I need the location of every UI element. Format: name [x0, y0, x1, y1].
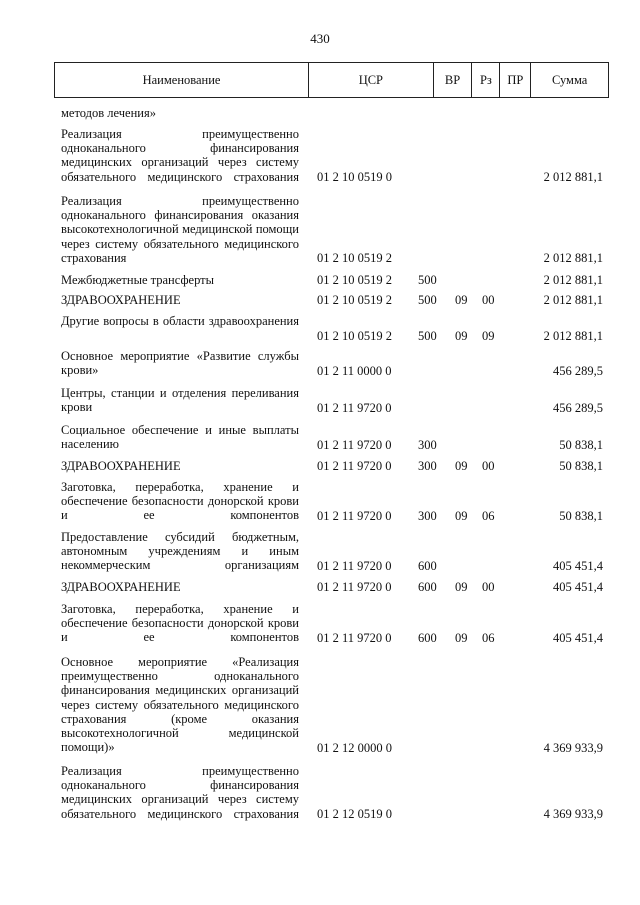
row-name: ЗДРАВООХРАНЕНИЕ: [61, 459, 181, 473]
row-csr: 01 2 10 0519 2: [317, 251, 392, 265]
row-csr: 01 2 11 9720 0: [317, 559, 392, 573]
row-rz: 09: [455, 293, 468, 307]
row-csr: 01 2 12 0000 0: [317, 741, 392, 755]
row-name: Заготовка, переработка, хранение и обеспечение безопасности донорской крови и ее компонентов: [61, 480, 299, 523]
row-sum: 50 838,1: [559, 438, 603, 452]
row-csr: 01 2 11 9720 0: [317, 438, 392, 452]
row-csr: 01 2 11 0000 0: [317, 364, 392, 378]
row-vr: 300: [418, 509, 437, 523]
header-sum: Сумма: [551, 72, 588, 87]
row-name: ЗДРАВООХРАНЕНИЕ: [61, 580, 181, 594]
row-sum: 4 369 933,9: [543, 741, 603, 755]
row-csr: 01 2 10 0519 2: [317, 329, 392, 343]
row-sum: 405 451,4: [553, 580, 603, 594]
row-vr: 600: [418, 631, 437, 645]
header-name: Наименование: [55, 63, 309, 97]
row-vr: 500: [418, 273, 437, 287]
row-rz: 09: [455, 509, 468, 523]
row-name: Реализация преимущественно одноканального финансирования медицинских организаций через систему обязательного медицинского страхования: [61, 127, 299, 184]
row-name: Реализация преимущественно одноканального финансирования медицинских организаций через систему обязательного медицинского страхования: [61, 764, 299, 821]
row-sum: 456 289,5: [553, 401, 603, 415]
row-csr: 01 2 11 9720 0: [317, 459, 392, 473]
row-vr: 500: [418, 293, 437, 307]
row-pr: 06: [482, 509, 495, 523]
row-name: Заготовка, переработка, хранение и обеспечение безопасности донорской крови и ее компонентов: [61, 602, 299, 645]
row-name: Центры, станции и отделения переливания крови: [61, 386, 299, 415]
row-pr: 09: [482, 329, 495, 343]
row-pr: 00: [482, 580, 495, 594]
row-csr: 01 2 11 9720 0: [317, 509, 392, 523]
header-pr: ПР: [500, 63, 531, 97]
row-name: Реализация преимущественно одноканального финансирования оказания высокотехнологичной медицинской помощи через систему обязательного медицинского страхования: [61, 194, 299, 265]
row-rz: 09: [455, 329, 468, 343]
header-csr: ЦСР: [309, 63, 434, 97]
row-pr: 00: [482, 293, 495, 307]
row-sum: 4 369 933,9: [543, 807, 603, 821]
row-csr: 01 2 12 0519 0: [317, 807, 392, 821]
row-name: Основное мероприятие «Реализация преимущественно одноканального финансирования медицинских организаций через систему обязательного медицинского страхования (кроме оказания высокотехнологичной медицинской помощи)»: [61, 655, 299, 755]
row-sum: 50 838,1: [559, 509, 603, 523]
row-vr: 300: [418, 438, 437, 452]
row-csr: 01 2 11 9720 0: [317, 580, 392, 594]
row-name: ЗДРАВООХРАНЕНИЕ: [61, 293, 181, 307]
row-csr: 01 2 10 0519 2: [317, 293, 392, 307]
row-pr: 00: [482, 459, 495, 473]
row-rz: 09: [455, 631, 468, 645]
row-name: Другие вопросы в области здравоохранения: [61, 314, 299, 328]
row-vr: 500: [418, 329, 437, 343]
row-sum: 2 012 881,1: [543, 273, 603, 287]
row-csr: 01 2 10 0519 2: [317, 273, 392, 287]
row-vr: 300: [418, 459, 437, 473]
table-header: [54, 62, 609, 98]
row-sum: 2 012 881,1: [543, 293, 603, 307]
row-name: Социальное обеспечение и иные выплаты населению: [61, 423, 299, 452]
header-vr: ВР: [434, 63, 473, 97]
row-rz: 09: [455, 459, 468, 473]
row-pr: 06: [482, 631, 495, 645]
row-sum: 405 451,4: [553, 631, 603, 645]
row-name: Предоставление субсидий бюджетным, автономным учреждениям и иным некоммерческим организациям: [61, 530, 299, 573]
row-csr: 01 2 11 9720 0: [317, 631, 392, 645]
row-rz: 09: [455, 580, 468, 594]
row-sum: 2 012 881,1: [543, 329, 603, 343]
row-csr: 01 2 10 0519 0: [317, 170, 392, 184]
row-vr: 600: [418, 580, 437, 594]
row-sum: 456 289,5: [553, 364, 603, 378]
row-name: Основное мероприятие «Развитие службы крови»: [61, 349, 299, 378]
header-rz: Рз: [472, 63, 500, 97]
row-csr: 01 2 11 9720 0: [317, 401, 392, 415]
row-sum: 50 838,1: [559, 459, 603, 473]
page-number: 430: [310, 31, 330, 46]
row-sum: 405 451,4: [553, 559, 603, 573]
row-vr: 600: [418, 559, 437, 573]
row-name: Межбюджетные трансферты: [61, 273, 215, 287]
row-sum: 2 012 881,1: [543, 170, 603, 184]
row-sum: 2 012 881,1: [543, 251, 603, 265]
row-name: методов лечения»: [61, 106, 156, 120]
